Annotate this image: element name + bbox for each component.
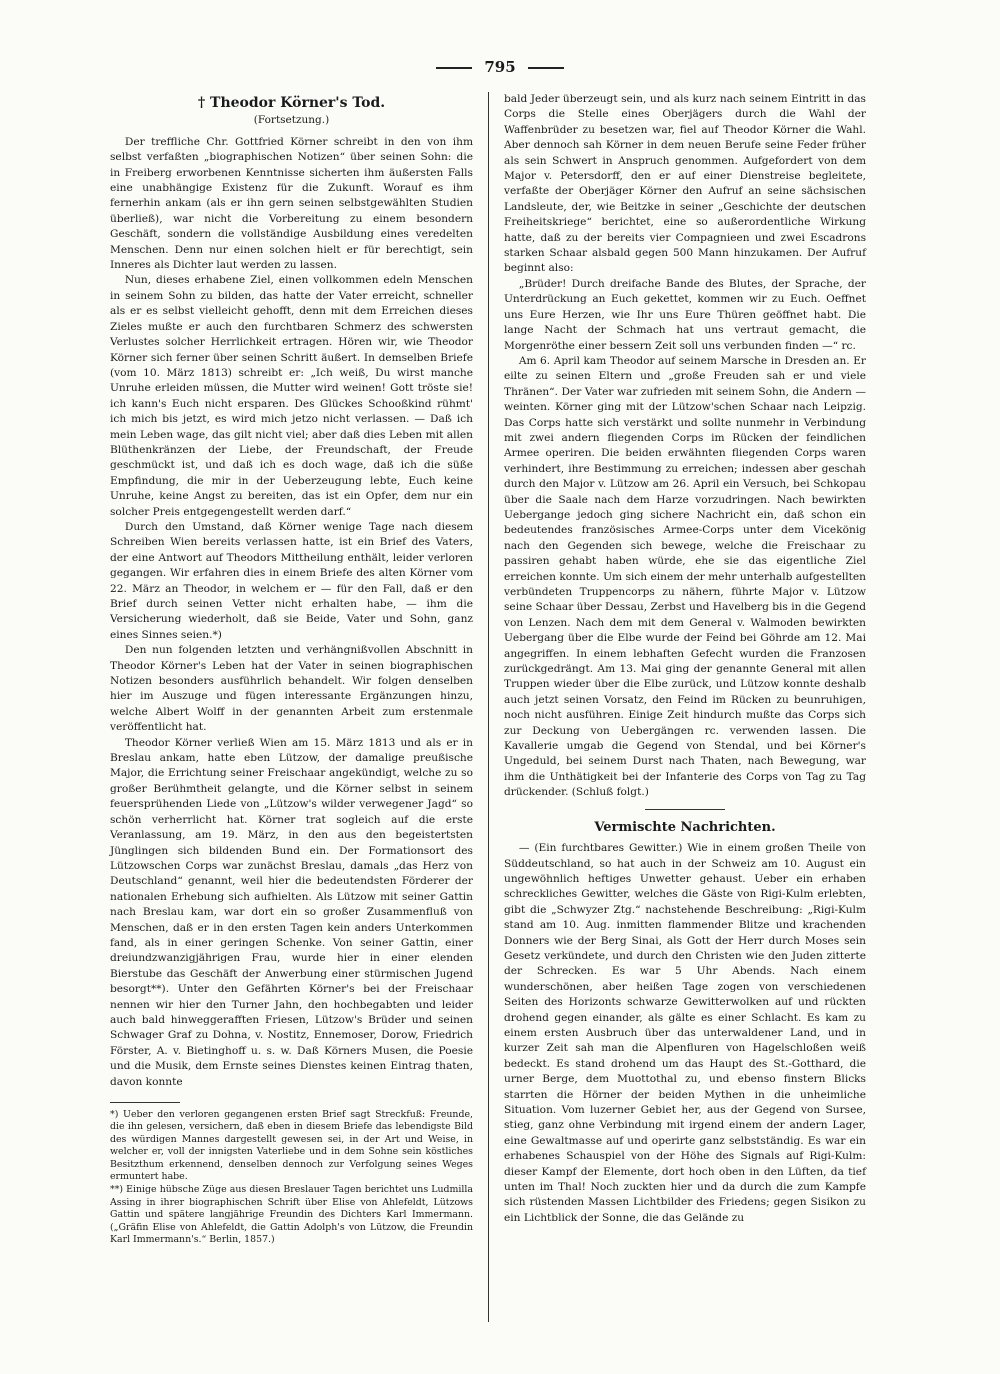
- paragraph: Theodor Körner verließ Wien am 15. März 1813 und als er in Breslau ankam, hatte eben Lützow, der damalige preußische Major, die Errichtung seiner Freischaar angekündigt, welche zu so großer Berühmtheit gelangte, und die Körner selbst in seinem feuersprühenden Liede von „Lützow's wilder verwegener Jagd“ so schön verherrlicht hat. Körner trat sogleich auf die erste Veranlassung, am 19. März, in den aus den begeistertsten Jünglingen sich bildenden Bund ein. Der Formationsort des Lützowschen Corps war zunächst Breslau, damals „das Herz von Deutschland“ genannt, weil hier die bedeutendsten Förderer der nationalen Erhebung sich aufhielten. Als Lützow mit seiner Gattin nach Breslau kam, war dort ein so großer Zusammenfluß von Menschen, daß er in den ersten Tagen kein anders Unterkommen fand, als in einer geringen Schenke. Von seiner Gattin, einer dreiundzwanzigjährigen Frau, wurde hier in einer elenden Bierstube das Geschäft der Anwerbung einer stürmischen Jugend besorgt**). Unter den Gefährten Körner's bei der Freischaar nennen wir hier den Turner Jahn, den hochbegabten und leider auch bald hinweggerafften Friesen, Lützow's Brüder und seinen Schwager Graf zu Dohna, v. Nostitz, Ennemoser, Dorow, Friedrich Förster, A. v. Bietinghoff u. s. w. Daß Körners Musen, die Poesie und die Musik, dem Ernste seines Dienstes keinen Eintrag thaten, davon konnte: [110, 736, 473, 1088]
- header-rule-right: [528, 67, 564, 69]
- paragraph: Nun, dieses erhabene Ziel, einen vollkommen edeln Menschen in seinem Sohn zu bilden, das hatte der Vater erreicht, schneller als er es selbst vielleicht gehofft, denn mit dem Erreichen dieses Zieles mußte er auch den furchtbaren Schmerz des schwersten Verlustes solcher Herrlichkeit ertragen. Hören wir, wie Theodor Körner sich ferner über seinen Schritt äußert. In demselben Briefe (vom 10. März 1813) schreibt er: „Ich weiß, Du wirst manche Unruhe erleiden müssen, die Mutter wird weinen! Gott tröste sie! ich kann's Euch nicht ersparen. Des Glückes Schooßkind rühmt' ich mich bis jetzt, es wird mich jetzo nicht verlassen. — Daß ich mein Leben wage, das gilt nicht viel; aber daß dies Leben mit allen Blüthenkränzen der Liebe, der Freundschaft, der Freude geschmückt ist, und daß ich es doch wage, daß ich die süße Empfindung, die mir in der Ueberzeugung lebte, Euch keine Unruhe, keine Angst zu bereiten, das ist ein Opfer, dem nur ein solcher Preis entgegengestellt werden darf.“: [110, 274, 473, 518]
- header-rule-left: [436, 67, 472, 69]
- section-rule: [645, 809, 725, 810]
- paragraph: — (Ein furchtbares Gewitter.) Wie in einem großen Theile von Süddeutschland, so hat auch in der Schweiz am 10. August ein ungewöhnlich heftiges Unwetter gehaust. Ueber ein erhaben schreckliches Gewitter, welches die Gäste von Rigi-Kulm erlebten, gibt die „Schwyzer Ztg.“ nachstehende Beschreibung: „Rigi-Kulm stand am 10. Aug. inmitten flammender Blitze und krachenden Donners wie der Berg Sinai, als Gott der Herr durch Moses sein Gesetz verkündete, und durch den Christen wie den Juden zitterte der Schrecken. Es war 5 Uhr Abends. Nach einem wunderschönen, aber heißen Tage zogen von verschiedenen Seiten des Horizonts schwarze Gewitterwolken auf und rückten drohend gegen einander, als gälte es einer Schlacht. Es kam zu einem ersten Ausbruch über das unterwaldener Land, und in kurzer Zeit sah man die Alpenfluren von Hagelschloßen weiß bedeckt. Es stand drohend um das Haupt des St.-Gotthard, die urner Berge, dem Muottothal zu, und ebenso finstern Blicks starrten die Hörner der beiden Mythen in die unheimliche Situation. Vom luzerner Gebiet her, aus der Gegend von Sursee, stieg, ganz ohne Verbindung mit irgend einem der andern Lager, eine Gewaltmasse auf und operirte ganz selbstständig. Es war ein erhabenes Schauspiel von der Höhe des Signals auf Rigi-Kulm: dieser Kampf der Elemente, dort hoch oben in den Lüften, da tief unten im Thal! Noch zuckten hier und da durch die zum Kampfe sich rüstenden Massen Lichtbilder des Friedens; gegen Sisikon zu ein Lichtblick der Sonne, die das Gelände zu: [504, 842, 866, 1224]
- paragraph: Durch den Umstand, daß Körner wenige Tage nach diesem Schreiben Wien bereits verlassen hatte, ist ein Brief des Vaters, der eine Antwort auf Theodors Mittheilung enthält, leider verloren gegangen. Wir erfahren dies in einem Briefe des alten Körner vom 22. März an Theodor, in welchem er — für den Fall, daß er den Brief durch seinen Vetter nicht erhalten habe, — ihm die Versicherung wiederholt, daß sie Beide, Vater und Sohn, ganz eines Sinnes seien.*): [110, 520, 473, 641]
- paragraph: bald Jeder überzeugt sein, und als kurz nach seinem Eintritt in das Corps die Stelle eines Oberjägers durch die Wahl der Waffenbrüder zu besetzen war, fiel auf Theodor Körner die Wahl. Aber dennoch sah Körner in dem neuen Berufe seine Feder früher als sein Schwert in Anspruch genommen. Aufgefordert von dem Major v. Petersdorff, den er auf einer Dienstreise begleitete, verfaßte der Oberjäger Körner den Aufruf an seine sächsischen Landsleute, der, wie Beitzke in seiner „Geschichte der deutschen Freiheitskriege“ berichtet, eine so außerordentliche Wirkung hatte, daß zu der bereits vier Compagnieen und zwei Escadrons starken Schaar alsbald gegen 500 Mann hinzukamen. Der Aufruf beginnt also:: [504, 93, 866, 275]
- page-number-header: [0, 58, 1000, 76]
- footnote: *) Ueber den verloren gegangenen ersten Brief sagt Streckfuß: Freunde, die ihn gelesen, versichern, daß eben in diesem Briefe das lebendigste Bild des würdigen Mannes dargestellt gewesen sei, in der Art und Weise, in welcher er, voll der innigsten Vaterliebe und in dem Sohne sein köstliches Besitzthum erkennend, denselben dennoch zur Verfolgung seines Weges ermuntert habe.: [110, 1109, 473, 1183]
- article-title: † Theodor Körner's Tod.: [197, 95, 386, 111]
- column-divider: [488, 92, 489, 1322]
- paragraph: „Brüder! Durch dreifache Bande des Blutes, der Sprache, der Unterdrückung an Euch gekettet, kommen wir zu Euch. Oeffnet uns Eure Herzen, wie Ihr uns Eure Thüren geöffnet habt. Die lange Nacht der Schmach hat uns vertraut gemacht, die Morgenröthe einer bessern Zeit soll uns verbunden finden —“ rc.: [504, 277, 866, 352]
- paragraph: Am 6. April kam Theodor auf seinem Marsche in Dresden an. Er eilte zu seinen Eltern und „große Freuden sah er und viele Thränen“. Der Vater war zufrieden mit seinem Sohn, die Andern — weinten. Körner ging mit der Lützow'schen Schaar nach Leipzig. Das Corps hatte sich verstärkt und sollte nunmehr in Verbindung mit zwei andern fliegenden Corps im Rücken der feindlichen Armee operiren. Die beiden erwähnten fliegenden Corps waren verhindert, ihre Bestimmung zu erreichen; indessen aber geschah durch den Major v. Lützow am 26. April ein Versuch, bei Schkopau über die Saale nach dem Harze vorzudringen. Nach bewirkten Uebergange jedoch ging sichere Nachricht ein, daß schon ein bedeutendes französisches Armee-Corps unter dem Vicekönig nach den Gegenden sich bewege, welche die Freischaar zu passiren gehabt haben würde, ehe sie das eigentliche Ziel erreichen konnte. Um sich einem der mehr unterhalb aufgestellten verbündeten Truppencorps zu nähern, führte Major v. Lützow seine Schaar über Dessau, Zerbst und Havelberg bis in die Gegend von Lenzen. Nach dem mit dem General v. Walmoden bewirkten Uebergang über die Elbe wurde der Feind bei Göhrde am 12. Mai angegriffen. In einem lebhaften Gefecht wurden die Franzosen zurückgedrängt. Am 13. Mai ging der genannte General mit allen Truppen wieder über die Elbe zurück, und Lützow konnte deshalb auch jetzt seinen Vorsatz, den Feind im Rücken zu beunruhigen, noch nicht ausführen. Einige Zeit hindurch mußte das Corps sich zur Deckung von Uebergängen rc. verwenden lassen. Die Kavallerie umgab die Gegend von Stendal, und bei Körner's Ungeduld, bei seinem Durst nach Thaten, nach Bewegung, war ihm die Unthätigkeit bei der Infanterie des Corps von Tag zu Tag drückender. (Schluß folgt.): [504, 354, 866, 799]
- left-column: [110, 92, 473, 1247]
- page-number: 795: [484, 58, 516, 76]
- paragraph: Den nun folgenden letzten und verhängnißvollen Abschnitt in Theodor Körner's Leben hat der Vater in seinen biographischen Notizen besonders ausführlich behandelt. Wir folgen denselben hier im Auszuge und fügen interessante Ergänzungen hinzu, welche Albert Wolff in der genannten Arbeit zum erstenmale veröffentlicht hat.: [110, 644, 473, 734]
- paragraph: Der treffliche Chr. Gottfried Körner schreibt in den von ihm selbst verfaßten „biographischen Notizen“ über seinen Sohn: die in Freiberg erworbenen Kenntnisse sicherten ihm äußersten Falls eine unabhängige Existenz für die Zukunft. Worauf es ihm fernerhin ankam (als er ihn gern seinen selbstgewählten Studien überließ), war nicht die Vorbereitung zu einem besondern Geschäft, sondern die vollständige Ausbildung eines veredelten Menschen. Denn nur einen solchen hielt er für berechtigt, sein Inneres als Dichter laut werden zu lassen.: [110, 135, 473, 272]
- footnote: **) Einige hübsche Züge aus diesen Breslauer Tagen berichtet uns Ludmilla Assing in ihrer biographischen Schrift über Elise von Ahlefeldt, Lützows Gattin und spätere langjährige Freundin des Dichters Karl Immermann. („Gräfin Elise von Ahlefeldt, die Gattin Adolph's von Lützow, die Freundin Karl Immermann's.“ Berlin, 1857.): [110, 1184, 473, 1246]
- section-title: Vermischte Nachrichten.: [594, 819, 776, 835]
- right-column: [504, 92, 866, 1226]
- article-subtitle: (Fortsetzung.): [253, 114, 330, 127]
- footnote-rule: [110, 1102, 180, 1103]
